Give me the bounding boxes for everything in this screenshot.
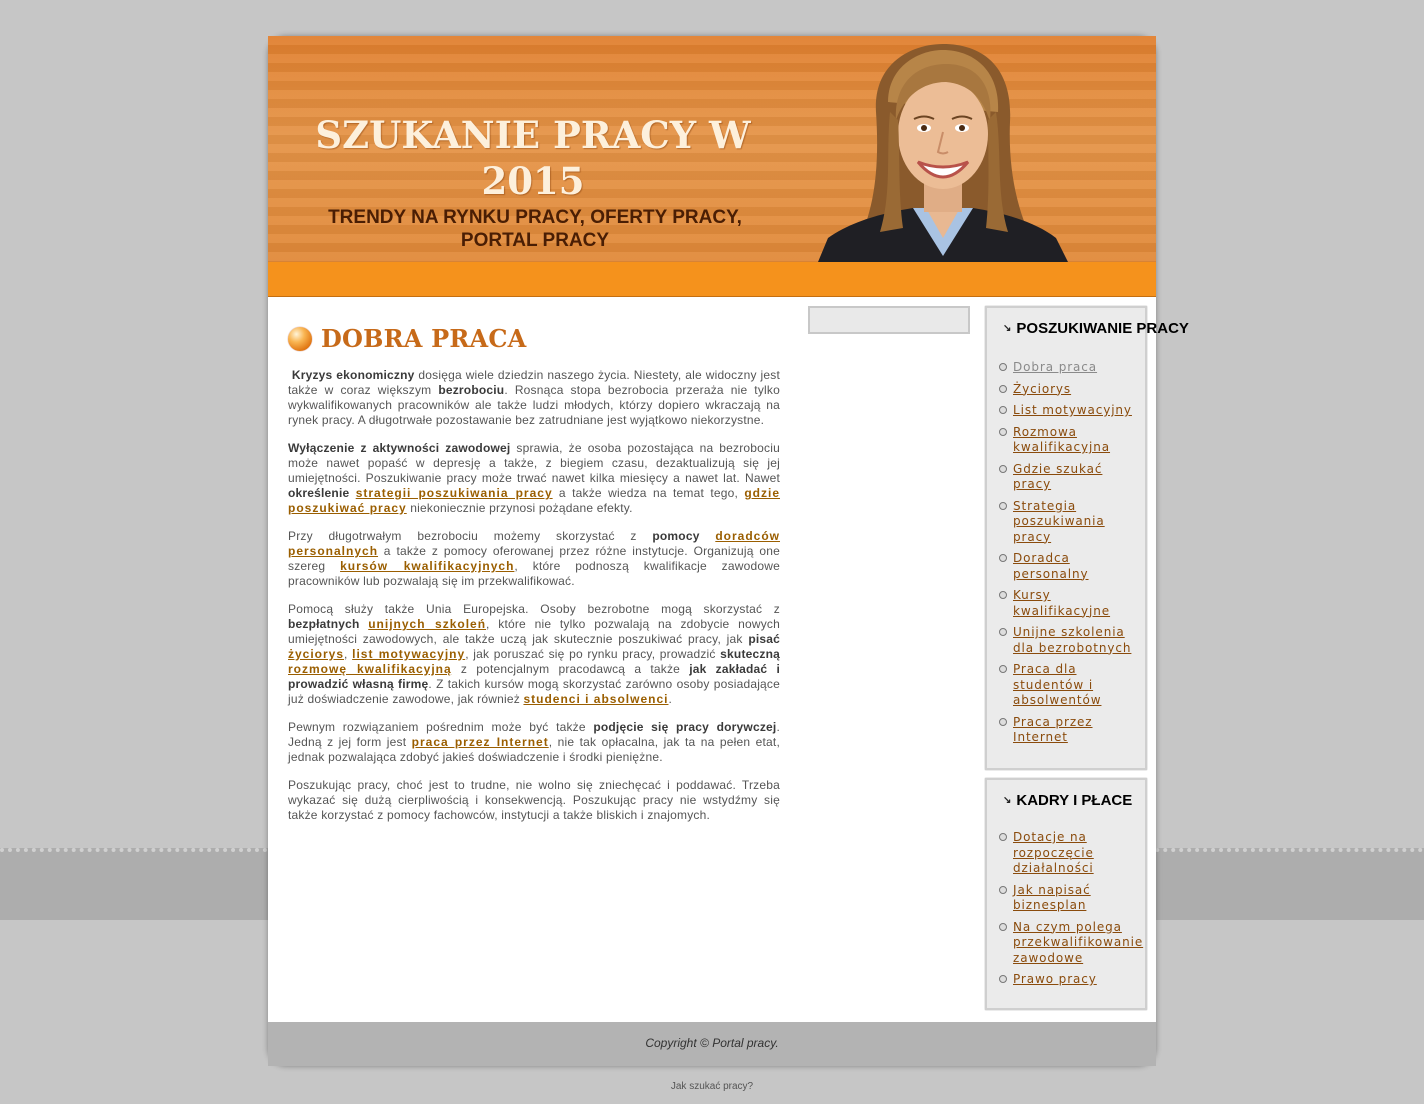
bullet-icon xyxy=(999,465,1007,473)
bullet-icon xyxy=(999,886,1007,894)
sidebar-item xyxy=(987,462,1145,493)
text: a także z pomocy oferowanej przez różne instytucje. Organizują one szereg xyxy=(288,544,780,573)
sidebar-link-kursy-kwalifikacyjne[interactable]: Kursy kwalifikacyjne xyxy=(1013,588,1111,618)
sidebar-item xyxy=(987,425,1145,456)
copyright-text: Copyright © Portal pracy. xyxy=(645,1036,779,1050)
bold-text: pomocy xyxy=(652,529,700,543)
paragraph-2 xyxy=(288,441,780,516)
bullet-icon xyxy=(999,718,1007,726)
sidebar-item xyxy=(987,830,1145,877)
sidebar-link-praca-przez-internet[interactable]: Praca przez Internet xyxy=(1013,714,1093,744)
link-strategia-poszukiwania-pracy[interactable]: strategii poszukiwania pracy xyxy=(355,486,553,500)
paragraph-4 xyxy=(288,602,780,707)
bold-text: Wyłączenie z aktywności zawodowej xyxy=(288,441,511,455)
link-rozmowe-kwalifikacyjna[interactable]: rozmowę kwalifikacyjną xyxy=(288,662,452,676)
sidebar-box-kadry-i-place xyxy=(985,778,1147,1010)
sidebar-item xyxy=(987,625,1145,656)
footer xyxy=(268,1022,1156,1066)
bottom-link-text[interactable]: Jak szukać pracy? xyxy=(670,1081,754,1092)
sidebar-item xyxy=(987,382,1145,398)
sidebar-item xyxy=(987,403,1145,419)
header-banner xyxy=(268,36,1156,262)
paragraph-3 xyxy=(288,529,780,589)
sidebar-link-zyciorys[interactable]: Życiorys xyxy=(1013,381,1072,396)
bold-text: bezrobociu xyxy=(438,383,505,397)
header-bottom-bar xyxy=(268,262,1156,297)
sidebar-item xyxy=(987,883,1145,914)
sidebar-item xyxy=(987,588,1145,619)
sidebar-heading xyxy=(987,790,1145,810)
bold-text: Kryzys ekonomiczny xyxy=(291,368,415,382)
text: sprawia, że osoba pozostająca na bezrobociu może nawet popaść w depresję a także, z biegiem czasu, dezaktualizują się jej umiejętności. Poszukiwanie pracy może trwać nawet kilka miesięcy a nawet lat. Nawet xyxy=(288,441,780,485)
sidebar-link-doradca-personalny[interactable]: Doradca personalny xyxy=(1013,551,1089,581)
article-heading-text: DOBRA PRACA xyxy=(321,324,527,353)
sidebar-item xyxy=(987,662,1145,709)
text xyxy=(360,617,369,631)
sidebar-item xyxy=(987,715,1145,746)
sidebar-link-biznesplan[interactable]: Jak napisać biznesplan xyxy=(1013,882,1091,912)
bullet-icon xyxy=(999,975,1007,983)
orange-ball-icon xyxy=(288,327,312,351)
sidebar-heading-text: POSZUKIWANIE PRACY xyxy=(1016,319,1189,337)
bullet-icon xyxy=(999,833,1007,841)
sidebar-item xyxy=(987,499,1145,546)
text: , które nie tylko pozwalają na zdobycie nowych umiejętności zawodowych, ale także uczą jak skutecznie poszukiwać pracy, jak xyxy=(288,617,780,646)
link-studenci-i-absolwenci[interactable]: studenci i absolwenci xyxy=(523,692,669,706)
text: . Jedną z jej form jest xyxy=(288,720,780,749)
text: . Z takich kursów mogą skorzystać zarówno osoby posiadające już doświadczenie zawodowe, jak również xyxy=(288,677,781,706)
site-title: SZUKANIE PRACY W 2015 xyxy=(315,113,751,203)
sidebar-link-unijne-szkolenia[interactable]: Unijne szkolenia dla bezrobotnych xyxy=(1013,625,1132,655)
paragraph-5 xyxy=(288,720,780,765)
text: , jak poruszać się po rynku pracy, prowadzić xyxy=(465,647,721,661)
woman-portrait-image xyxy=(818,42,1068,262)
bullet-icon xyxy=(999,363,1007,371)
paragraph-1 xyxy=(288,368,780,428)
main-content xyxy=(288,324,780,836)
empty-sidebar-box xyxy=(808,306,970,334)
sidebar-link-prawo-pracy[interactable]: Prawo pracy xyxy=(1013,972,1097,986)
text: niekoniecznie przynosi pożądane efekty. xyxy=(406,501,633,515)
text: dosięga wiele dziedzin naszego życia. Niestety, ale widoczny jest także w coraz większym xyxy=(288,368,780,397)
sidebar-link-praca-dla-studentow[interactable]: Praca dla studentów i absolwentów xyxy=(1013,662,1102,707)
site-subtitle: TRENDY NA RYNKU PRACY, OFERTY PRACY, PORTAL PRACY xyxy=(328,207,742,251)
sidebar-heading-text: KADRY I PŁACE xyxy=(1016,791,1133,809)
sidebar-link-gdzie-szukac-pracy[interactable]: Gdzie szukać pracy xyxy=(1013,461,1103,491)
sidebar-link-rozmowa-kwalifikacyjna[interactable]: Rozmowa kwalifikacyjna xyxy=(1013,424,1111,454)
sidebar-link-przekwalifikowanie[interactable]: Na czym polega przekwalifikowanie zawodowe xyxy=(1013,919,1144,965)
bullet-icon xyxy=(999,554,1007,562)
text: Pewnym rozwiązaniem pośrednim może być także xyxy=(288,720,594,734)
bold-text: bezpłatnych xyxy=(288,617,360,631)
sidebar-list xyxy=(987,360,1145,746)
bold-text: skuteczną xyxy=(720,647,780,661)
bullet-icon xyxy=(999,385,1007,393)
bullet-icon xyxy=(999,591,1007,599)
arrow-down-right-icon: ↘ xyxy=(1003,794,1012,806)
link-praca-przez-internet[interactable]: praca przez Internet xyxy=(411,735,549,749)
text: Pomocą służy także Unia Europejska. Osoby bezrobotne mogą skorzystać z xyxy=(288,602,780,616)
bold-text: jak zakładać i prowadzić własną firmę xyxy=(288,662,780,691)
text: . Rosnąca stopa bezrobocia przeraża nie tylko wykwalifikowanych pracowników ale także ludzi młodych, którzy dopiero wkraczają na rynek pracy. A długotrwałe pozostawanie bez zatrudniane jest wyjątkowo niekorzystne. xyxy=(288,383,780,427)
text: , xyxy=(344,647,353,661)
sidebar-link-list-motywacyjny[interactable]: List motywacyjny xyxy=(1013,403,1132,417)
sidebar-heading xyxy=(987,318,1189,338)
sidebar-item xyxy=(987,972,1145,988)
bullet-icon xyxy=(999,665,1007,673)
link-zyciorys[interactable]: życiorys xyxy=(288,647,345,661)
sidebar-item xyxy=(987,551,1145,582)
article-heading xyxy=(288,324,780,354)
sidebar-link-dobra-praca[interactable]: Dobra praca xyxy=(1013,360,1098,374)
link-gdzie-poszukiwac-pracy[interactable]: gdzie poszukiwać pracy xyxy=(288,486,780,515)
sidebar-box-poszukiwanie-pracy xyxy=(985,306,1189,770)
sidebar-link-strategia-poszukiwania-pracy[interactable]: Strategia poszukiwania pracy xyxy=(1013,498,1105,544)
bullet-icon xyxy=(999,923,1007,931)
sidebar-list xyxy=(987,830,1145,988)
arrow-down-right-icon: ↘ xyxy=(1003,322,1012,334)
text: , które podnoszą kwalifikacje zawodowe pracowników lub pozwalają się im przekwalifikować. xyxy=(288,559,780,588)
bold-text: pisać xyxy=(748,632,780,646)
sidebar-item xyxy=(987,360,1145,376)
text: , nie tak opłacalna, jak ta na pełen etat, jednak pozwalająca zdobyć jakieś doświadczenie i środki pieniężne. xyxy=(288,735,780,764)
bullet-icon xyxy=(999,428,1007,436)
bullet-icon xyxy=(999,628,1007,636)
link-unijnych-szkolen[interactable]: unijnych szkoleń xyxy=(368,617,487,631)
bullet-icon xyxy=(999,406,1007,414)
text: . xyxy=(668,692,673,706)
text: a także wiedza na temat tego, xyxy=(552,486,745,500)
link-kursow-kwalifikacyjnych[interactable]: kursów kwalifikacyjnych xyxy=(340,559,515,573)
text: z potencjalnym pracodawcą a także xyxy=(451,662,690,676)
link-doradcow-personalnych[interactable]: doradców personalnych xyxy=(288,529,780,558)
bottom-link[interactable] xyxy=(0,1081,1424,1092)
paragraph-6: Poszukując pracy, choć jest to trudne, nie wolno się zniechęcać i poddawać. Trzeba wykazać się dużą cierpliwością i konsekwencją. Poszukując pracy nie wstydźmy się także korzystać z pomocy fachowców, instytucji a także bliskich i znajomych. xyxy=(288,778,780,822)
text: Przy długotrwałym bezrobociu możemy skorzystać z xyxy=(288,529,653,543)
text xyxy=(700,529,716,543)
link-list-motywacyjny[interactable]: list motywacyjny xyxy=(352,647,466,661)
bold-text: podjęcie się pracy dorywczej xyxy=(593,720,777,734)
bullet-icon xyxy=(999,502,1007,510)
bold-text: określenie xyxy=(288,486,350,500)
sidebar-item xyxy=(987,920,1145,967)
sidebar-link-dotacje[interactable]: Dotacje na rozpoczęcie działalności xyxy=(1013,830,1094,875)
page-container xyxy=(268,36,1189,1066)
